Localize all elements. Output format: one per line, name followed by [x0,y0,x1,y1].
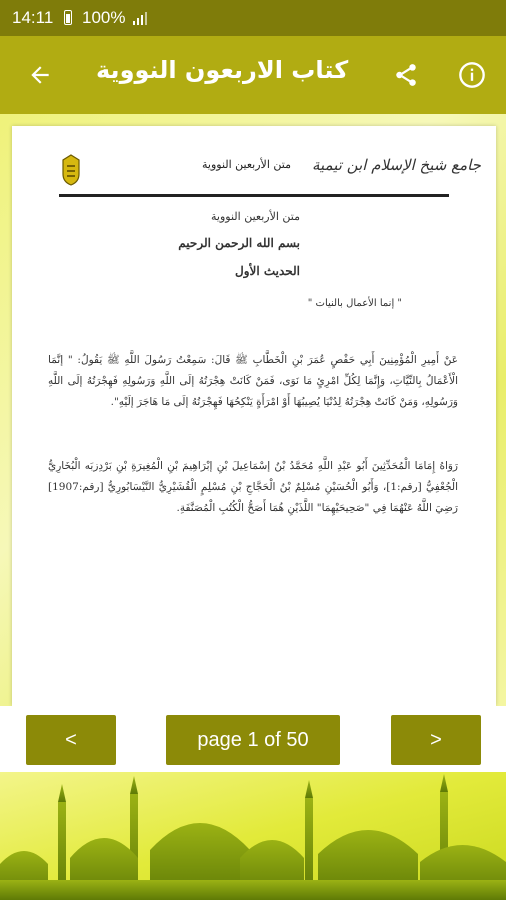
doc-basmala: بسم الله الرحمن الرحيم [178,236,300,250]
seal-icon [59,154,83,186]
doc-line-title: متن الأربعين النووية [211,210,300,223]
doc-paragraph-2: رَوَاهُ إِمَامَا الْمُحَدِّثِينَ أَبُو عَبْدِ اللَّهِ مُحَمَّدُ بْنُ إسْمَاعِيلَ بْنِ إبْرَاهِيمَ بْنِ الْمُغِيرَةِ بْنِ بَرْدِزبَه الْبُخَارِيُّ الْجُعْفِيُّ [رقم:1]، وَأَبُو الْحُسَيْنِ مُسْلِمٌ بْنُ الْحَجَّاجِ بْنِ مُسْلِمٍ الْقُشَيْرِيُّ النَّيْسَابُورِيُّ [رقم:1907] رَضِيَ اللَّهُ عَنْهُمَا فِي "صَحِيحَيْهِمَا" اللَّذَيْنِ هُمَا أَصَحُّ الْكُتُبِ الْمُصَنَّفَةِ. [48,460,459,514]
back-arrow-icon [27,62,53,88]
status-bar [0,0,506,36]
previous-page-button[interactable]: < [26,715,116,765]
mosque-banner [0,772,506,900]
brand-calligraphy: جامع شيخ الإسلام ابن تيمية [312,156,481,174]
info-icon [458,61,486,89]
back-button[interactable] [20,55,60,95]
status-time: 14:11 [12,8,54,27]
app-title: كتاب الاربعون النووية [96,56,349,84]
doc-hadith-heading: الحديث الأول [234,264,300,278]
battery-percent: 100% [82,8,126,27]
signal-icon [132,10,150,26]
page-header-title: متن الأربعين النووية [202,158,291,171]
info-button[interactable] [452,55,492,95]
next-page-button[interactable]: > [391,715,481,765]
share-icon [393,62,419,88]
share-button[interactable] [386,55,426,95]
battery-icon [64,10,72,25]
app-bar [0,36,506,114]
header-divider [59,194,449,197]
document-page [12,126,496,706]
doc-hadith-quote: " إنما الأعمال بالنيات " [307,298,402,309]
doc-paragraph-1: عَنْ أَمِيرِ الْمُؤْمِنِينَ أَبِي حَفْصٍ عُمَرَ بْنِ الْخَطَّابِ ﷺ قَالَ: سَمِعْتُ رَسُولَ اللَّهِ ﷺ يَقُولُ: " إنَّمَا الْأَعْمَالُ بِالنِّيَّاتِ، وَإِنَّمَا لِكُلِّ امْرِئٍ مَا نَوَى، فَمَنْ كَانَتْ هِجْرَتُهُ إلَى اللَّهِ وَرَسُولِهِ فَهِجْرَتُهُ إلَى اللَّهِ وَرَسُولِهِ، وَمَنْ كَانَتْ هِجْرَتُهُ لِدُنْيَا يُصِيبُهَا أَوْ امْرَأَةٍ يَنْكِحُهَا فَهِجْرَتُهُ إلَى مَا هَاجَرَ إلَيْهِ". [48,354,458,408]
page-indicator[interactable]: page 1 of 50 [166,715,340,765]
